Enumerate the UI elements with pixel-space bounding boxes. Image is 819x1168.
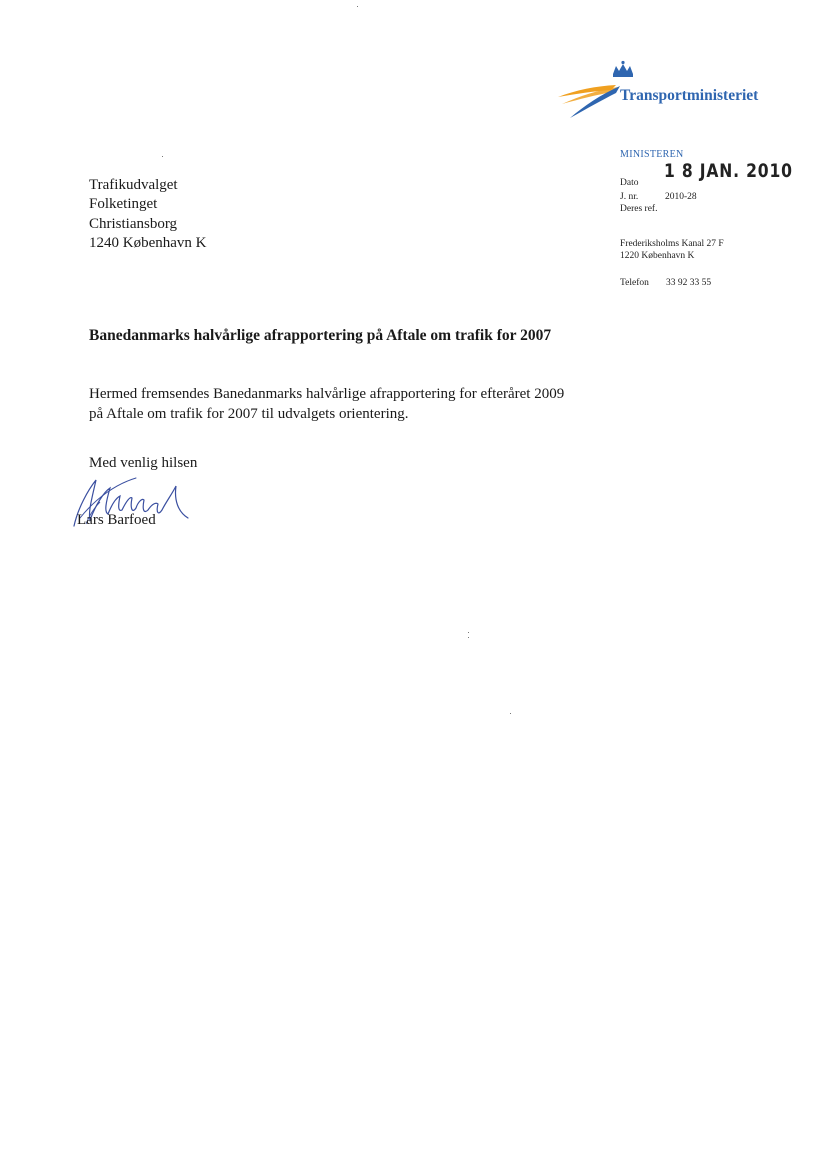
scan-speck xyxy=(468,632,469,633)
scan-speck xyxy=(468,637,469,638)
recipient-line: Trafikudvalget xyxy=(89,177,178,193)
recipient-address xyxy=(89,176,206,253)
telefon-label: Telefon xyxy=(620,278,649,288)
recipient-line: Christiansborg xyxy=(89,215,178,232)
recipient-line: Folketinget xyxy=(89,196,158,213)
scan-speck xyxy=(162,156,163,157)
letter-closing: Med venlig hilsen xyxy=(89,455,198,471)
date-label: Dato xyxy=(620,178,639,188)
jnr-value: 2010-28 xyxy=(665,192,697,202)
date-stamp: 1 8 JAN. 2010 xyxy=(664,160,793,182)
logo-wordmark: Transportministeriet xyxy=(620,87,759,104)
sender-address-line: Frederiksholms Kanal 27 F xyxy=(620,239,724,249)
deres-ref-label: Deres ref. xyxy=(620,204,658,214)
jnr-label: J. nr. xyxy=(620,192,639,202)
transportministeriet-logo xyxy=(556,60,776,122)
telefon-value: 33 92 33 55 xyxy=(666,278,712,288)
letter-body: Hermed fremsendes Banedanmarks halvårlige afrapportering for efteråret 2009 på Aftale om trafik for 2007 til udvalgets orientering. xyxy=(89,386,565,422)
signer-name: Lars Barfoed xyxy=(77,512,156,528)
sender-address-line: 1220 København K xyxy=(620,251,695,261)
scan-speck xyxy=(357,6,358,7)
recipient-line: 1240 København K xyxy=(89,234,207,251)
letter-subject: Banedanmarks halvårlige afrapportering på Aftale om trafik for 2007 xyxy=(89,327,552,344)
scan-speck xyxy=(510,713,511,714)
department-label: MINISTEREN xyxy=(620,149,684,160)
